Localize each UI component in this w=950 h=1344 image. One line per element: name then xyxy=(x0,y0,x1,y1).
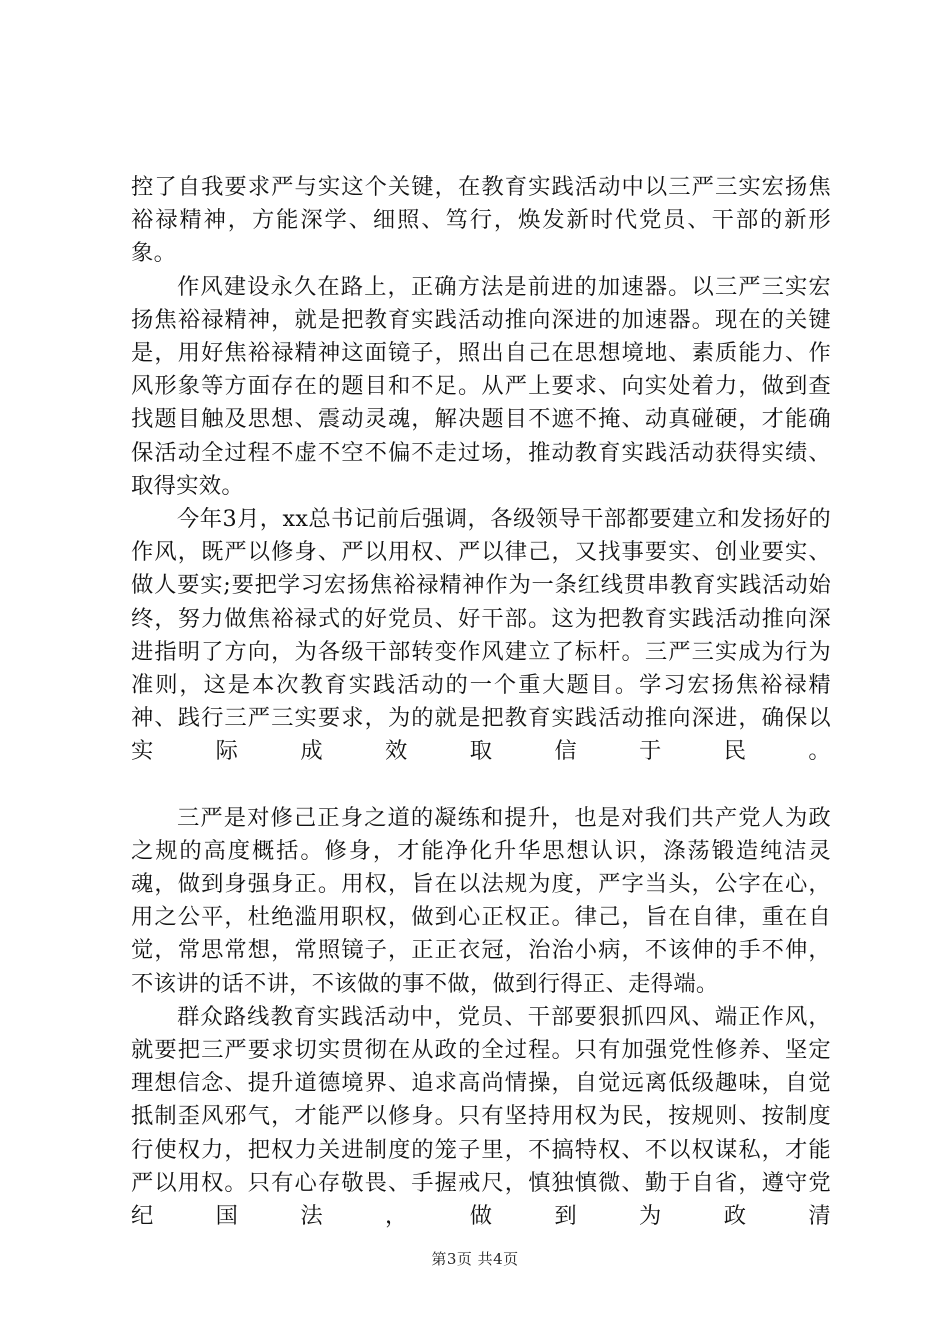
paragraph-march-speech: 今年3月，xx总书记前后强调，各级领导干部都要建立和发扬好的作风，既严以修身、严以用权、严以律己，又找事要实、创业要实、做人要实;要把学习宏扬焦裕禄精神作为一条红线贯串教育实践活动始终，努力做焦裕禄式的好党员、好干部。这为把教育实践活动推向深进指明了方向，为各级干部转变作风建立了标杆。三严三实成为行为准则，这是本次教育实践活动的一个重大题目。学习宏扬焦裕禄精神、践行三严三实要求，为的就是把教育实践活动推向深进，确保以实际成效取信于民。 xyxy=(131,506,831,765)
paragraph-three-stricts: 三严是对修己正身之道的凝练和提升，也是对我们共产党人为政之规的高度概括。修身，才能净化升华思想认识，涤荡锻造纯洁灵魂，做到身强身正。用权，旨在以法规为度，严字当头，公字在心，用之公平，杜绝滥用职权，做到心正权正。律己，旨在自律，重在自觉，常思常想，常照镜子，正正衣冠，治治小病，不该伸的手不伸，不该讲的话不讲，不该做的事不做，做到行得正、走得端。 xyxy=(131,804,831,997)
page-number-footer: 第3页 共4页 xyxy=(431,1250,519,1268)
paragraph-continuation: 控了自我要求严与实这个关键，在教育实践活动中以三严三实宏扬焦裕禄精神，方能深学、细照、笃行，焕发新时代党员、干部的新形象。 xyxy=(131,174,831,267)
document-body xyxy=(131,171,831,1233)
paragraph-mass-line: 群众路线教育实践活动中，党员、干部要狠抓四风、端正作风，就要把三严要求切实贯彻在从政的全过程。只有加强党性修养、坚定理想信念、提升道德境界、追求高尚情操，自觉远离低级趣味，自觉抵制歪风邪气，才能严以修身。只有坚持用权为民，按规则、按制度行使权力，把权力关进制度的笼子里，不搞特权、不以权谋私，才能严以用权。只有心存敬畏、手握戒尺，慎独慎微、勤于自省，遵守党纪国法，做到为政清 xyxy=(131,1003,831,1230)
paragraph-gap xyxy=(131,769,831,802)
paragraph-work-style: 作风建设永久在路上，正确方法是前进的加速器。以三严三实宏扬焦裕禄精神，就是把教育实践活动推向深进的加速器。现在的关键是，用好焦裕禄精神这面镜子，照出自己在思想境地、素质能力、作风形象等方面存在的题目和不足。从严上要求、向实处着力，做到查找题目触及思想、震动灵魂，解决题目不遮不掩、动真碰硬，才能确保活动全过程不虚不空不偏不走过场，推动教育实践活动获得实绩、取得实效。 xyxy=(131,273,831,499)
